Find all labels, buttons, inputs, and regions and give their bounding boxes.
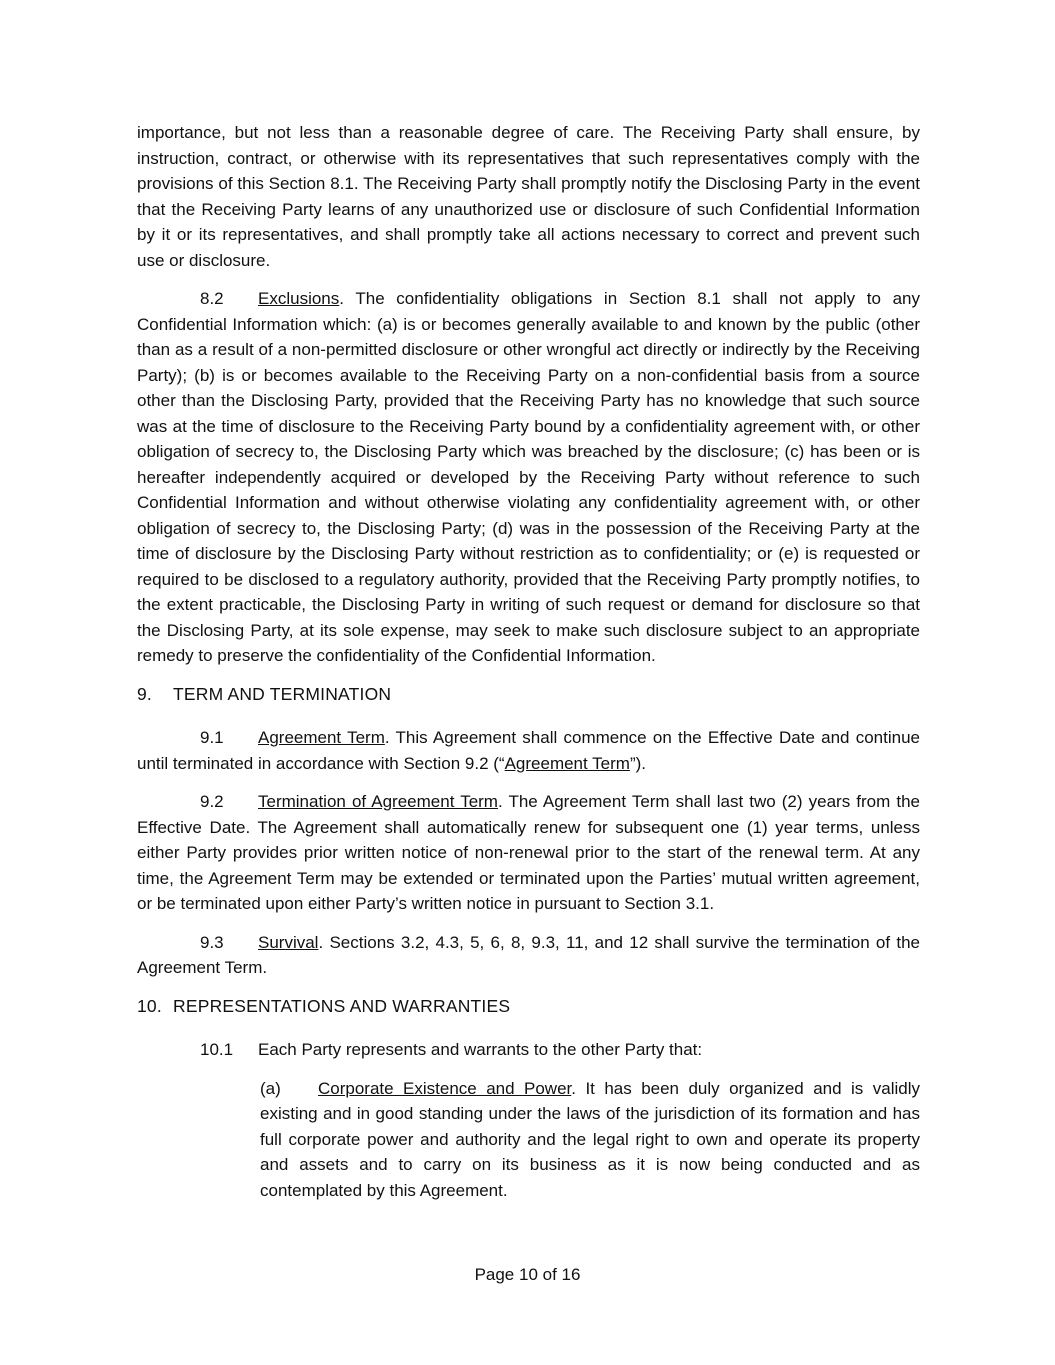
section-10-1 xyxy=(137,1037,920,1063)
section-9-2-number: 9.2 xyxy=(200,792,224,811)
section-9-3-number: 9.3 xyxy=(200,932,224,952)
section-9-3 xyxy=(137,930,920,981)
subsection-a-heading: Corporate Existence and Power xyxy=(318,1078,572,1098)
heading-10-number: 10. xyxy=(137,995,162,1016)
heading-representations-and-warranties xyxy=(137,994,920,1020)
section-9-2-body: . The Agreement Term shall last two (2) years from the Effective Date. The Agreement shall automatically renew for subsequent one (1) year terms, unless either Party provides prior written notice of non-renewal prior to the start of the renewal term. At any time, the Agreement Term may be extended or terminated upon the Parties’ mutual written agreement, or be terminated upon either Party’s written notice in pursuant to Section 3.1. xyxy=(137,792,920,913)
section-8-2-heading: Exclusions xyxy=(258,289,340,308)
section-9-1-number: 9.1 xyxy=(200,728,224,747)
section-9-1-body-2: ”). xyxy=(629,753,646,773)
section-9-3-heading: Survival xyxy=(258,932,319,952)
section-10-1-body: Each Party represents and warrants to the other Party that: xyxy=(258,1040,703,1059)
section-9-1-defined-term: Agreement Term xyxy=(504,753,630,773)
section-9-1 xyxy=(137,725,920,776)
section-9-2-heading: Termination of Agreement Term xyxy=(258,792,498,811)
heading-9-number: 9. xyxy=(137,683,152,704)
section-10-1-number: 10.1 xyxy=(200,1040,234,1059)
section-9-2 xyxy=(137,789,920,917)
section-8-2 xyxy=(137,286,920,669)
heading-10-title: REPRESENTATIONS AND WARRANTIES xyxy=(173,995,511,1016)
section-9-1-body-1: . This Agreement shall commence on the Effective Date and continue until terminated in accordance with Section 9.2 (“ xyxy=(137,728,920,773)
section-9-3-body: . Sections 3.2, 4.3, 5, 6, 8, 9.3, 11, and 12 shall survive the termination of the Agreement Term. xyxy=(137,932,920,977)
section-8-2-body: . The confidentiality obligations in Section 8.1 shall not apply to any Confidential Information which: (a) is or becomes generally available to and known by the public (other than as a result of a non-permitted disclosure or other wrongful act directly or indirectly by the Receiving Party); (b) is or becomes available to the Receiving Party on a non-confidential basis from a source other than the Disclosing Party, provided that the Receiving Party has no knowledge that such source was at the time of disclosure to the Receiving Party bound by a confidentiality agreement with, or other obligation of secrecy to, the Disclosing Party which was breached by the disclosure; (c) has been or is hereafter independently acquired or developed by the Receiving Party without reference to such Confidential Information and without otherwise violating any confidentiality agreement with, or other obligation of secrecy to, the Disclosing Party; (d) was in the possession of the Receiving Party at the time of disclosure by the Disclosing Party without restriction as to confidentiality; or (e) is requested or required to be disclosed to a regulatory authority, provided that the Receiving Party promptly notifies, to the extent practicable, the Disclosing Party in writing of such request or demand for disclosure so that the Disclosing Party, at its sole expense, may seek to make such disclosure subject to an appropriate remedy to preserve the confidentiality of the Confidential Information. xyxy=(137,289,920,665)
heading-term-and-termination xyxy=(137,682,920,708)
section-8-2-number: 8.2 xyxy=(200,289,224,308)
subsection-a xyxy=(260,1076,920,1204)
subsection-a-body: . It has been duly organized and is validly existing and in good standing under the laws of the jurisdiction of its formation and has full corporate power and authority and the legal right to own and operate its property and assets and to carry on its business as it is now being conducted and as contemplated by this Agreement. xyxy=(260,1078,920,1200)
heading-9-title: TERM AND TERMINATION xyxy=(173,683,392,704)
page-footer: Page 10 of 16 xyxy=(474,1265,581,1284)
subsection-a-number: (a) xyxy=(260,1078,281,1098)
paragraph-continuation: importance, but not less than a reasonable degree of care. The Receiving Party shall ensure, by instruction, contract, or otherwise with its representatives that such representatives comply with the provisions of this Section 8.1. The Receiving Party shall promptly notify the Disclosing Party in the event that the Receiving Party learns of any unauthorized use or disclosure of such Confidential Information by it or its representatives, and shall promptly take all actions necessary to correct and prevent such use or disclosure. xyxy=(137,123,920,270)
section-9-1-heading: Agreement Term xyxy=(258,728,385,747)
